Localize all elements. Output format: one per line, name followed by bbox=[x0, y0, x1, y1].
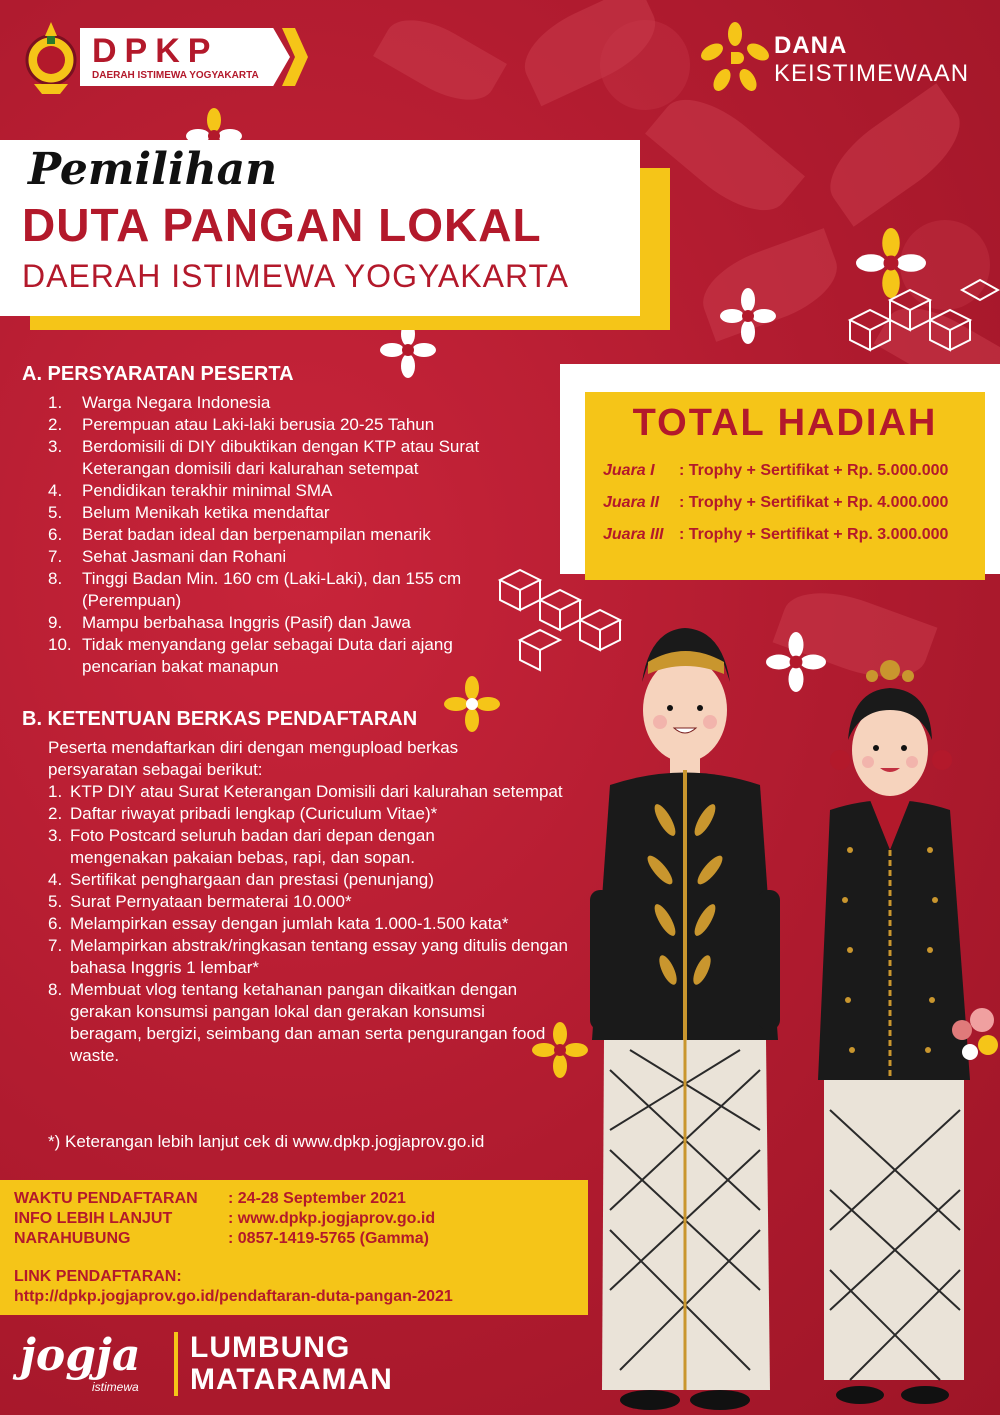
list-item: 5. Belum Menikah ketika mendaftar bbox=[48, 503, 330, 522]
files-list bbox=[48, 781, 592, 1067]
reg-row: NARAHUBUNG : 0857-1419-5765 (Gamma) bbox=[14, 1230, 430, 1247]
jogja-wordmark: jogja bbox=[20, 1330, 141, 1381]
reg-row: INFO LEBIH LANJUT : www.dpkp.jogjaprov.go.id bbox=[14, 1210, 436, 1227]
prize-text: : Trophy + Sertifikat + Rp. 5.000.000 bbox=[679, 462, 949, 479]
info-link[interactable]: : www.dpkp.jogjaprov.go.id bbox=[228, 1210, 436, 1227]
list-item: 7. Sehat Jasmani dan Rohani bbox=[48, 547, 287, 566]
list-item: 4. Pendidikan terakhir minimal SMA bbox=[48, 481, 333, 500]
prize-text: : Trophy + Sertifikat + Rp. 3.000.000 bbox=[679, 526, 949, 543]
dana-logo-icon bbox=[700, 22, 770, 92]
dana-line1: DANA bbox=[774, 32, 848, 59]
reg-row: WAKTU PENDAFTARAN : 24-28 September 2021 bbox=[14, 1190, 406, 1207]
list-item: 2. Perempuan atau Laki-laki berusia 20-25 Tahun bbox=[48, 415, 435, 434]
more-info-note: *) Keterangan lebih lanjut cek di www.dpkp.jogjaprov.go.id bbox=[48, 1132, 485, 1151]
page-subtitle: DAERAH ISTIMEWA YOGYAKARTA bbox=[22, 258, 569, 294]
dana-line2: KEISTIMEWAAN bbox=[774, 60, 970, 87]
list-item: 10. Tidak menyandang gelar sebagai Duta dari ajang pencarian bakat manapun bbox=[48, 635, 453, 676]
section-intro: Peserta mendaftarkan diri dengan mengupload berkas persyaratan sebagai berikut: bbox=[48, 738, 459, 779]
jogja-subtitle: istimewa bbox=[92, 1380, 139, 1394]
list-item: 2. Daftar riwayat pribadi lengkap (Curiculum Vitae)* bbox=[48, 804, 438, 823]
dpkp-title: DPKP bbox=[92, 32, 219, 70]
prize-label: Juara III bbox=[603, 526, 664, 543]
list-item: 6. Berat badan ideal dan berpenampilan menarik bbox=[48, 525, 431, 544]
woman-figure bbox=[818, 660, 998, 1404]
list-item: 3. Berdomisili di DIY dibuktikan dengan KTP atau Surat Keterangan domisili dari kalurahan setempat bbox=[48, 437, 480, 478]
list-item: 9. Mampu berbahasa Inggris (Pasif) dan Jawa bbox=[48, 613, 411, 632]
link-label: LINK PENDAFTARAN: bbox=[14, 1268, 182, 1285]
prize-row bbox=[603, 526, 948, 544]
prize-row bbox=[603, 494, 948, 512]
prize-title: TOTAL HADIAH bbox=[632, 402, 938, 444]
list-item: 4. Sertifikat penghargaan dan prestasi (penunjang) bbox=[48, 870, 434, 889]
prize-label: Juara I bbox=[603, 462, 655, 479]
section-heading: B. KETENTUAN BERKAS PENDAFTARAN bbox=[22, 708, 418, 730]
requirements-list bbox=[48, 392, 552, 678]
jogja-logo bbox=[20, 1330, 170, 1400]
emblem-icon bbox=[20, 18, 82, 96]
registration-link[interactable]: http://dpkp.jogjaprov.go.id/pendaftaran-duta-pangan-2021 bbox=[14, 1288, 453, 1305]
lumbung-line1: LUMBUNG bbox=[190, 1331, 351, 1364]
list-item: 6. Melampirkan essay dengan jumlah kata 1.000-1.500 kata* bbox=[48, 914, 509, 933]
prize-label: Juara II bbox=[603, 494, 660, 511]
prize-text: : Trophy + Sertifikat + Rp. 4.000.000 bbox=[679, 494, 949, 511]
files-section bbox=[22, 708, 592, 1067]
prize-box bbox=[585, 392, 985, 580]
title-script: Pemilihan bbox=[28, 144, 278, 195]
title-box bbox=[0, 140, 640, 316]
list-item: 8. Membuat vlog tentang ketahanan pangan dikaitkan dengan gerakan konsumsi pangan lokal dan gerakan konsumsi beragam, bergizi, seimbang dan aman serta pengurangan food waste. bbox=[48, 980, 546, 1065]
footer-divider bbox=[174, 1332, 178, 1396]
lumbung-mataraman bbox=[190, 1332, 393, 1396]
traditional-couple-illustration bbox=[590, 610, 1000, 1415]
list-item: 5. Surat Pernyataan bermaterai 10.000* bbox=[48, 892, 352, 911]
section-heading: A. PERSYARATAN PESERTA bbox=[22, 363, 294, 385]
requirements-section bbox=[22, 363, 552, 678]
dpkp-logo bbox=[20, 18, 300, 88]
list-item: 3. Foto Postcard seluruh badan dari depan dengan mengenakan pakaian bebas, rapi, dan sopan. bbox=[48, 826, 435, 867]
lumbung-line2: MATARAMAN bbox=[190, 1363, 393, 1396]
list-item: 8. Tinggi Badan Min. 160 cm (Laki-Laki), dan 155 cm (Perempuan) bbox=[48, 569, 462, 610]
dana-keistimewaan-logo bbox=[700, 22, 980, 102]
prize-row bbox=[603, 462, 948, 480]
list-item: 1. KTP DIY atau Surat Keterangan Domisili dari kalurahan setempat bbox=[48, 782, 563, 801]
dpkp-subtitle: DAERAH ISTIMEWA YOGYAKARTA bbox=[92, 70, 259, 81]
page-title: DUTA PANGAN LOKAL bbox=[22, 199, 542, 251]
flower-icon bbox=[720, 288, 776, 344]
man-figure bbox=[590, 628, 780, 1410]
list-item: 1. Warga Negara Indonesia bbox=[48, 393, 271, 412]
registration-box bbox=[0, 1180, 588, 1315]
list-item: 7. Melampirkan abstrak/ringkasan tentang essay yang ditulis dengan bahasa Inggris 1 lembar* bbox=[48, 936, 569, 977]
